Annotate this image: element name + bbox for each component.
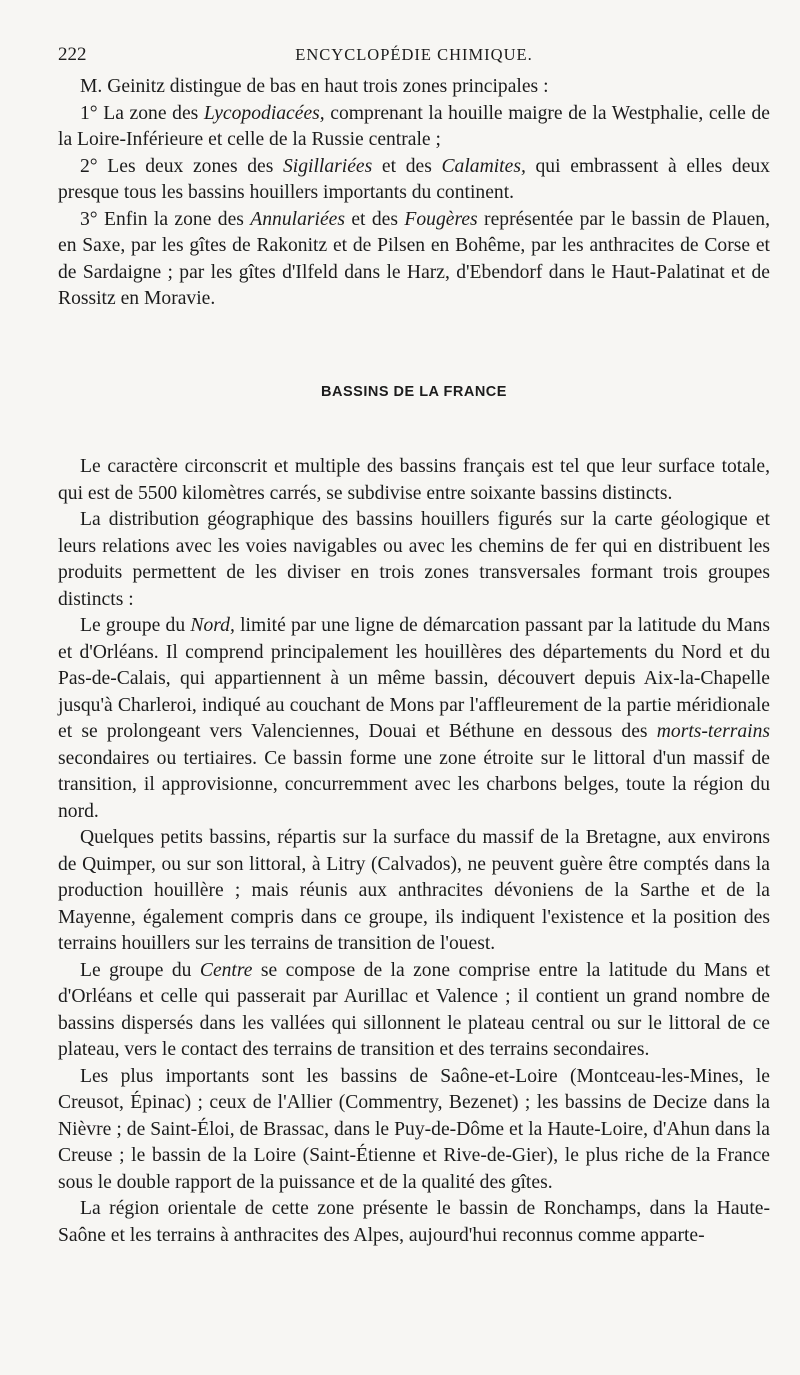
paragraph-bretagne — [58, 825, 770, 958]
italic-term: Nord, — [190, 615, 235, 636]
italic-term: Fougères — [404, 208, 478, 230]
text-block-bassins-france — [58, 454, 770, 1249]
text: et des — [372, 155, 442, 177]
text: Le groupe du — [80, 615, 191, 636]
text: La région orientale de cette zone présente le bassin de Ronchamps, dans la Haute-Saône et les terrains à anthracites des Alpes, aujourd'hui reconnus comme apparte- — [58, 1198, 770, 1246]
text: Le caractère circonscrit et multiple des bassins français est tel que leur surface totale, qui est de 5500 kilomètres carrés, se subdivise entre soixante bassins distincts. — [58, 456, 770, 504]
page-number: 222 — [58, 44, 87, 65]
running-title: ENCYCLOPÉDIE CHIMIQUE. — [295, 45, 533, 64]
italic-term: Annulariées — [250, 208, 345, 230]
page-header — [58, 44, 770, 70]
paragraph-groupe-nord — [58, 613, 770, 825]
text-block-geinitz-zones — [58, 74, 770, 313]
text: limité par une ligne de démarcation passant par la latitude du Mans et d'Orléans. Il comprend principalement les houillères des départements du Nord et du Pas-de-Calais, qui appartiennent à un même bassin, découvert depuis Aix-la-Chapelle jusqu'à Charleroi, indiqué au couchant de Mons par l'affleurement de la partie méridionale et se prolongeant vers Valenciennes, Douai et Béthune en dessous des — [58, 615, 770, 742]
text: qui embrassent à elles deux presque tous les bassins houillers importants du continent. — [58, 155, 770, 203]
paragraph-groupe-centre — [58, 958, 770, 1064]
paragraph-distribution — [58, 507, 770, 613]
italic-term: Centre — [199, 959, 253, 981]
text: se compose de la zone comprise entre la latitude du Mans et d'Orléans et celle qui passerait par Aurillac et Valence ; il contient un grand nombre de bassins dispersés dans les vallées qui sillonnent le plateau central ou sur le littoral de ce plateau, vers le contact des terrains de transition et des terrains secondaires. — [58, 959, 771, 1060]
italic-term: Sigillariées — [283, 155, 373, 177]
paragraph-zone-2 — [58, 154, 770, 207]
text: Le groupe du — [80, 959, 200, 981]
paragraph-intro — [58, 74, 770, 101]
text: Quelques petits bassins, répartis sur la surface du massif de la Bretagne, aux environs de Quimper, ou sur son littoral, à Litry (Calvados), ne peuvent guère être comptés dans la production houillère ; mais réunis aux anthracites dévoniens de la Sarthe et de la Mayenne, également compris dans ce groupe, ils indiquent l'existence et la position des terrains houillers sur les terrains de transition de l'ouest. — [58, 827, 770, 954]
italic-term: Calamites, — [441, 155, 526, 177]
text: 1° La zone des — [80, 102, 204, 124]
text: 3° Enfin la zone des — [80, 208, 251, 230]
text: comprenant la houille maigre de la Westphalie, celle de la Loire-Inférieure et celle de la Russie centrale ; — [58, 102, 770, 150]
paragraph-region-orientale — [58, 1196, 770, 1249]
text: La distribution géographique des bassins houillers figurés sur la carte géologique et leurs relations avec les voies navigables ou avec les chemins de fer qui en distribuent les produits permettent de les diviser en trois zones transversales formant trois groupes distincts : — [58, 509, 770, 610]
text: et des — [344, 208, 405, 230]
text: M. Geinitz distingue de bas en haut trois zones principales : — [80, 76, 549, 97]
text: représentée par le bassin de Plauen, en Saxe, par les gîtes de Rakonitz et de Pilsen en Bohême, par les anthracites de Corse et de Sardaigne ; par les gîtes d'Ilfeld dans le Harz, d'Ebendorf dans le Haut-Palatinat et de Rossitz en Moravie. — [58, 208, 770, 309]
section-heading: BASSINS DE LA FRANCE — [321, 384, 507, 400]
text: 2° Les deux zones des — [80, 155, 283, 177]
italic-term: Lycopodiacées, — [203, 102, 325, 124]
paragraph-surface — [58, 454, 770, 507]
text: Les plus importants sont les bassins de Saône-et-Loire (Montceau-les-Mines, le Creusot, Épinac) ; ceux de l'Allier (Commentry, Bezenet) ; les bassins de Decize dans la Nièvre ; de Saint-Éloi, de Brassac, dans le Puy-de-Dôme et la Haute-Loire, d'Ahun dans la Creuse ; le bassin de la Loire (Saint-Étienne et Rive-de-Gier), le plus riche de la France sous le double rapport de la puissance et de la qualité des gîtes. — [58, 1065, 770, 1193]
paragraph-zone-3 — [58, 207, 770, 313]
text: secondaires ou tertiaires. Ce bassin forme une zone étroite sur le littoral d'un massif de transition, il approvisionne, concurremment avec les charbons belges, toute la région du nord. — [58, 747, 770, 822]
italic-term: morts-terrains — [656, 721, 770, 742]
paragraph-zone-1 — [58, 101, 770, 154]
paragraph-plus-importants — [58, 1064, 770, 1197]
